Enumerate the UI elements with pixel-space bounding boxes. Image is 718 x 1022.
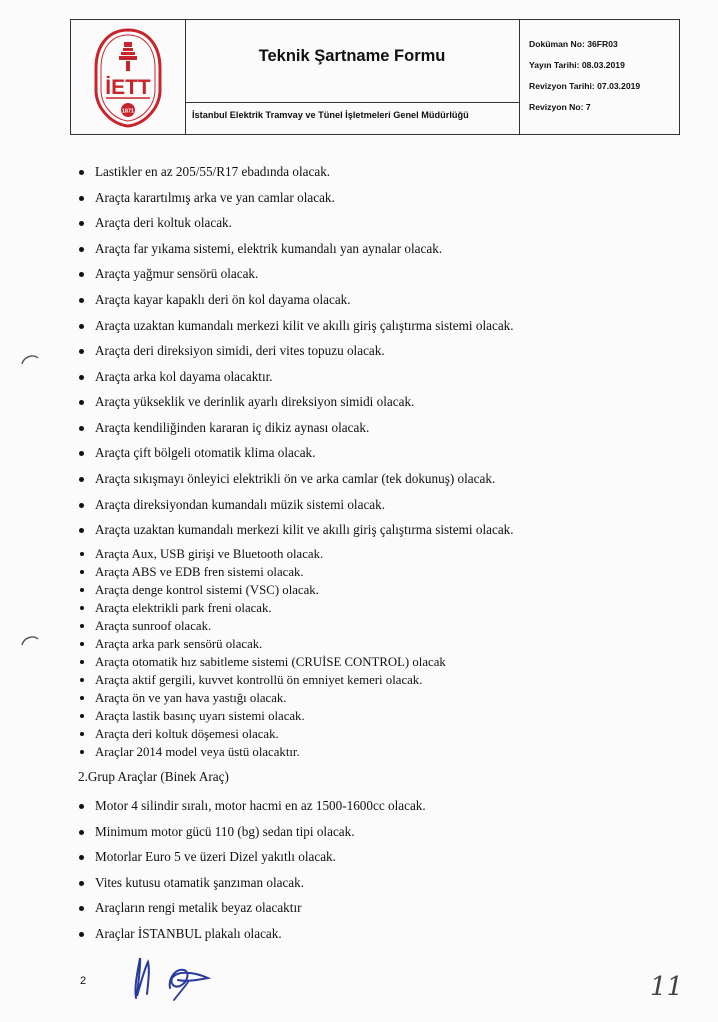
bullet-icon: [80, 714, 84, 718]
item-text: Araçta kendiliğinden kararan iç dikiz aynası olacak.: [95, 420, 370, 435]
bullet-icon: [79, 830, 84, 835]
item-text: Araçta elektrikli park freni olacak.: [95, 601, 272, 615]
list-item: [95, 745, 300, 760]
revision-date: 07.03.2019: [597, 81, 641, 91]
document-no: 36FR03: [587, 39, 618, 49]
bullet-icon: [79, 272, 84, 277]
bullet-icon: [79, 298, 84, 303]
item-text: Motorlar Euro 5 ve üzeri Dizel yakıtlı olacak.: [95, 849, 336, 864]
bullet-icon: [80, 750, 84, 754]
list-item: [95, 369, 273, 385]
item-text: Araçta ön ve yan hava yastığı olacak.: [95, 691, 287, 705]
item-text: Araçta yükseklik ve derinlik ayarlı direksiyon simidi olacak.: [95, 394, 415, 409]
item-text: Araçta deri koltuk olacak.: [95, 215, 232, 230]
bullet-icon: [79, 855, 84, 860]
item-text: Araçta yağmur sensörü olacak.: [95, 266, 259, 281]
revision-date-label: Revizyon Tarihi:: [529, 81, 595, 91]
bullet-icon: [80, 606, 84, 610]
revision-no-label: Revizyon No:: [529, 102, 584, 112]
bullet-icon: [79, 426, 84, 431]
revision-no: 7: [585, 102, 591, 112]
bullet-icon: [79, 349, 84, 354]
list-item: [95, 583, 319, 598]
item-text: Lastikler en az 205/55/R17 ebadında olacak.: [95, 164, 331, 179]
list-item: [95, 190, 335, 206]
list-item: [95, 798, 426, 814]
page-number: 2: [80, 975, 87, 987]
list-item: [95, 709, 305, 724]
list-item: [95, 655, 446, 670]
list-item: [95, 164, 330, 180]
item-text: Araçta uzaktan kumandalı merkezi kilit ve akıllı giriş çalıştırma sistemi olacak.: [95, 318, 514, 333]
list-item: [95, 601, 272, 616]
list-item: [95, 394, 414, 410]
list-item: [95, 691, 287, 706]
list-item: [95, 343, 385, 359]
list-item: [95, 824, 355, 840]
punch-hole-mark-icon: [20, 633, 40, 647]
publish-date: 08.03.2019: [581, 60, 625, 70]
bullet-icon: [79, 881, 84, 886]
bullet-icon: [79, 324, 84, 329]
item-text: Araçta uzaktan kumandalı merkezi kilit ve akıllı giriş çalıştırma sistemi olacak.: [95, 522, 514, 537]
list-item: [95, 420, 369, 436]
list-item: [95, 215, 232, 231]
item-text: Araçta Aux, USB girişi ve Bluetooth olacak.: [95, 547, 324, 561]
list-item: [95, 471, 495, 487]
bullet-icon: [79, 170, 84, 175]
item-text: Araçta arka park sensörü olacak.: [95, 637, 263, 651]
list-item: [95, 318, 514, 334]
bullet-icon: [80, 642, 84, 646]
item-text: Araçta direksiyondan kumandalı müzik sistemi olacak.: [95, 497, 386, 512]
bullet-icon: [79, 477, 84, 482]
bullet-icon: [80, 624, 84, 628]
list-item: [95, 637, 262, 652]
item-text: Araçta sunroof olacak.: [95, 619, 212, 633]
logo-text: İETT: [105, 76, 151, 99]
item-text: Araçlar İSTANBUL plakalı olacak.: [95, 926, 282, 941]
item-text: Araçta lastik basınç uyarı sistemi olacak.: [95, 709, 305, 723]
item-text: Araçlar 2014 model veya üstü olacaktır.: [95, 745, 300, 759]
bullet-icon: [80, 552, 84, 556]
list-item: [95, 619, 211, 634]
list-item: [95, 522, 514, 538]
list-item: [95, 849, 336, 865]
item-text: Araçta sıkışmayı önleyici elektrikli ön ve arka camlar (tek dokunuş) olacak.: [95, 471, 496, 486]
item-text: Araçta ABS ve EDB fren sistemi olacak.: [95, 565, 304, 579]
bullet-icon: [80, 696, 84, 700]
bullet-icon: [79, 503, 84, 508]
list-item: [95, 900, 302, 916]
item-text: Araçta far yıkama sistemi, elektrik kumandalı yan aynalar olacak.: [95, 241, 443, 256]
bullet-icon: [79, 906, 84, 911]
handwritten-page-mark: 11: [650, 972, 684, 1002]
bullet-icon: [79, 247, 84, 252]
item-text: Minimum motor gücü 110 (bg) sedan tipi olacak.: [95, 824, 355, 839]
item-text: Araçta deri direksiyon simidi, deri vites topuzu olacak.: [95, 343, 385, 358]
bullet-icon: [80, 588, 84, 592]
bullet-icon: [79, 451, 84, 456]
bullet-icon: [80, 678, 84, 682]
bullet-icon: [79, 400, 84, 405]
list-item: [95, 497, 385, 513]
organization-name: İstanbul Elektrik Tramvay ve Tünel İşletmeleri Genel Müdürlüğü: [185, 102, 519, 134]
list-item: [95, 547, 323, 562]
item-text: Araçta karartılmış arka ve yan camlar olacak.: [95, 190, 335, 205]
bullet-icon: [80, 660, 84, 664]
publish-date-label: Yayın Tarihi:: [529, 60, 580, 70]
list-item: [95, 875, 304, 891]
document-title: Teknik Şartname Formu: [258, 47, 446, 65]
item-text: Araçların rengi metalik beyaz olacaktır: [95, 900, 302, 915]
bullet-icon: [79, 804, 84, 809]
bullet-icon: [80, 732, 84, 736]
list-item: [95, 445, 315, 461]
handwritten-signature: [122, 948, 222, 1008]
item-text: Araçta denge kontrol sistemi (VSC) olacak.: [95, 583, 319, 597]
list-item: [95, 926, 282, 942]
list-item: [95, 266, 258, 282]
group2-heading: 2.Grup Araçlar (Binek Araç): [78, 769, 229, 784]
item-text: Araçta çift bölgeli otomatik klima olacak.: [95, 445, 316, 460]
document-no-label: Doküman No:: [529, 39, 585, 49]
item-text: Araçta deri koltuk döşemesi olacak.: [95, 727, 279, 741]
list-item: [95, 241, 442, 257]
item-text: Araçta aktif gergili, kuvvet kontrollü ön emniyet kemeri olacak.: [95, 673, 423, 687]
item-text: Motor 4 silindir sıralı, motor hacmi en az 1500-1600cc olacak.: [95, 798, 426, 813]
list-item: [95, 727, 279, 742]
bullet-icon: [80, 570, 84, 574]
logo-year: 1871: [121, 108, 135, 115]
bullet-icon: [79, 932, 84, 937]
bullet-icon: [79, 528, 84, 533]
item-text: Vites kutusu otamatik şanzıman olacak.: [95, 875, 305, 890]
bullet-icon: [79, 196, 84, 201]
bullet-icon: [79, 221, 84, 226]
list-item: [95, 673, 422, 688]
item-text: Araçta kayar kapaklı deri ön kol dayama olacak.: [95, 292, 351, 307]
list-item: [95, 565, 304, 580]
punch-hole-mark-icon: [20, 352, 40, 366]
item-text: Araçta arka kol dayama olacaktır.: [95, 369, 273, 384]
bullet-icon: [79, 375, 84, 380]
item-text: Araçta otomatik hız sabitleme sistemi (CRUİSE CONTROL) olacak: [95, 655, 446, 669]
list-item: [95, 292, 351, 308]
